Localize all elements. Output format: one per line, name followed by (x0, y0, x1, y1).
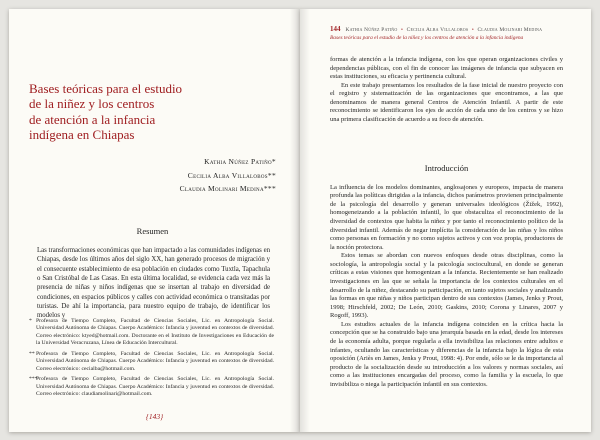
section-heading: Introducción (424, 162, 469, 173)
running-author-name: Kathia Núñez Patiño (345, 27, 398, 33)
page-left (9, 9, 300, 432)
footnotes-block (29, 318, 274, 402)
left-page-content (9, 9, 300, 321)
abstract-heading: Resumen (136, 225, 169, 236)
page-number-left: {143} (145, 412, 164, 421)
running-author-name: Claudia Molinari Medina (477, 27, 543, 33)
page-number-right: 144 (330, 25, 341, 33)
footnote-marker: * (29, 317, 32, 324)
author-name: Cecilia Alba Villalobos** (187, 170, 276, 180)
footnote (29, 318, 274, 348)
footnote-marker: *** (29, 376, 38, 383)
article-title-line: indígena en Chiapas (29, 126, 135, 142)
footnote-marker: ** (29, 350, 35, 357)
paragraph: Estos temas se abordan con nuevos enfoques desde otras disciplinas, como la sociología, la antropología social y la psicología sociocultural, en donde se generan críticas a estas visiones que homogenizan a la infancia. Recientemente se han realizado investigaciones en las que se señala la importancia de los contextos culturales en el desarrollo de la niñez, destacando su participación, en tanto sujetos sociales y analizando las formas en que niñas y niños participan dentro de sus contextos (James, Jenks y Prout, 1998; Hirschfeld, 2002; De León, 2010; Gaskins, 2010; Corona y Linares, 2007 y Rogoff, 1993). (330, 252, 563, 320)
article-title-line: de atención a la infancia (29, 111, 156, 127)
paragraph: En este trabajo presentamos los resultados de la fase inicial de nuestro proyecto con el registro y sistematización de las organizaciones que encontramos, a las que denominamos de manera general Centros de Atención Infantil. A partir de este reconocimiento se identificaron los ejes de acción de cada uno de los centros y se hizo una primera clasificación de acuerdo a su foco de atención. (330, 81, 563, 124)
paragraph: formas de atención a la infancia indígena, con los que operan organizaciones civiles y dependencias públicas, con el fin de conocer las imágenes de infancia que subyacen en estas instituciones, su eficacia y pertinencia cultural. (330, 56, 563, 81)
footnote-text: Profesora de Tiempo Completo, Facultad de Ciencias Sociales, Lic. en Antropología Social. Universidad Autónoma de Chiapas. Cuerpo Académico: Infancia y juventud en contextos de diversidad. Correo electrónico: cecialba@hotmail.com. (36, 350, 274, 372)
separator-bullet: • (471, 27, 474, 33)
author-name: Kathia Núñez Patiño* (204, 157, 276, 167)
running-title: Bases teóricas para el estudio de la niñez y los centros de atención a la infancia indígena (330, 35, 524, 41)
paragraph: La influencia de los modelos dominantes, anglosajones y europeos, impacta de manera profunda las políticas dirigidas a la infancia, dichos parámetros provienen principalmente de la psicología del desarrollo y generan universales ideológicos (Žižek, 1992), homogeneizando a la población infantil, lo que obstaculiza el reconocimiento de la diversidad de contextos que habita la niñez y por tanto el reconocimiento político de la diversidad infantil. Además de negar implícita la consideración de las niñas y los niños como personas en formación y no como sujetos activos y con voz propia, productores de la noción protectora. (330, 183, 563, 251)
author-list (29, 155, 276, 196)
footnote (29, 376, 274, 399)
running-author-name: Cecilia Alba Villalobos (406, 27, 469, 33)
page-right (300, 9, 591, 432)
footnote-text: Profesora de Tiempo Completo, Facultad de Ciencias Sociales, Lic. en Antropología Social. Universidad Autónoma de Chiapas. Cuerpo Académico: Infancia y juventud en contextos de diversidad. Correo electrónico: claudiamolinari@hotmail.com. (36, 376, 274, 398)
running-header (330, 25, 563, 41)
article-title-line: Bases teóricas para el estudio (29, 81, 183, 96)
separator-bullet: • (401, 27, 404, 33)
paragraph: Los estudios actuales de la infancia indígena coinciden en la crítica hacia la concepción que se ha construido bajo una jerarquía basada en la edad, desde los intereses de la economía adulta, porque regularla a ella invisibiliza las relaciones entre adultos e infantes, ocultando las características y diferencias de la infancia bajo la lógica de esta oposición (Ariès en James, Jenks y Prout, 1998: 4). Por ende, sólo se le da importancia al producto de la socialización desde su introducción a los valores y normas sociales, así como a las instituciones encargadas del proceso, como la familia y la escuela, lo que invisibiliza o niega la participación infantil en sus contextos. (330, 320, 563, 388)
right-page-content (300, 9, 591, 390)
article-title-line: de la niñez y los centros (29, 96, 155, 112)
abstract-text: Las transformaciones económicas que han impactado a las comunidades indígenas en Chiapas, desde los últimos años del siglo XX, han generado procesos de migración y el consecuente establecimiento de esa población en ciudades como Tuxtla, Tapachula o San Cristóbal de Las Casas. En esta última localidad, se evidencia cada vez más la presencia de niñas y niños indígenas que se insertan al trabajo en diversidad de condiciones, en espacios públicos y calles con actividad económica o transitadas por turistas. De ahí la importancia, para nuestro equipo de trabajo, de identificar los modelos y (37, 246, 270, 320)
running-authors (346, 27, 543, 33)
article-title (29, 81, 276, 142)
running-header-line1 (330, 25, 563, 33)
author-name: Claudia Molinari Medina*** (179, 184, 276, 194)
footnote-text: Profesora de Tiempo Completo, Facultad de Ciencias Sociales, Lic. en Antropología Social. Universidad Autónoma de Chiapas. Cuerpo Académico: Infancia y juventud en contextos de diversidad. Correo electrónico: ktyed@hotmail.com. Doctorante en el Instituto de Investigaciones en Educación de la Universidad Veracruzana, Línea de Educación Intercultural. (36, 317, 274, 347)
footnote (29, 351, 274, 374)
